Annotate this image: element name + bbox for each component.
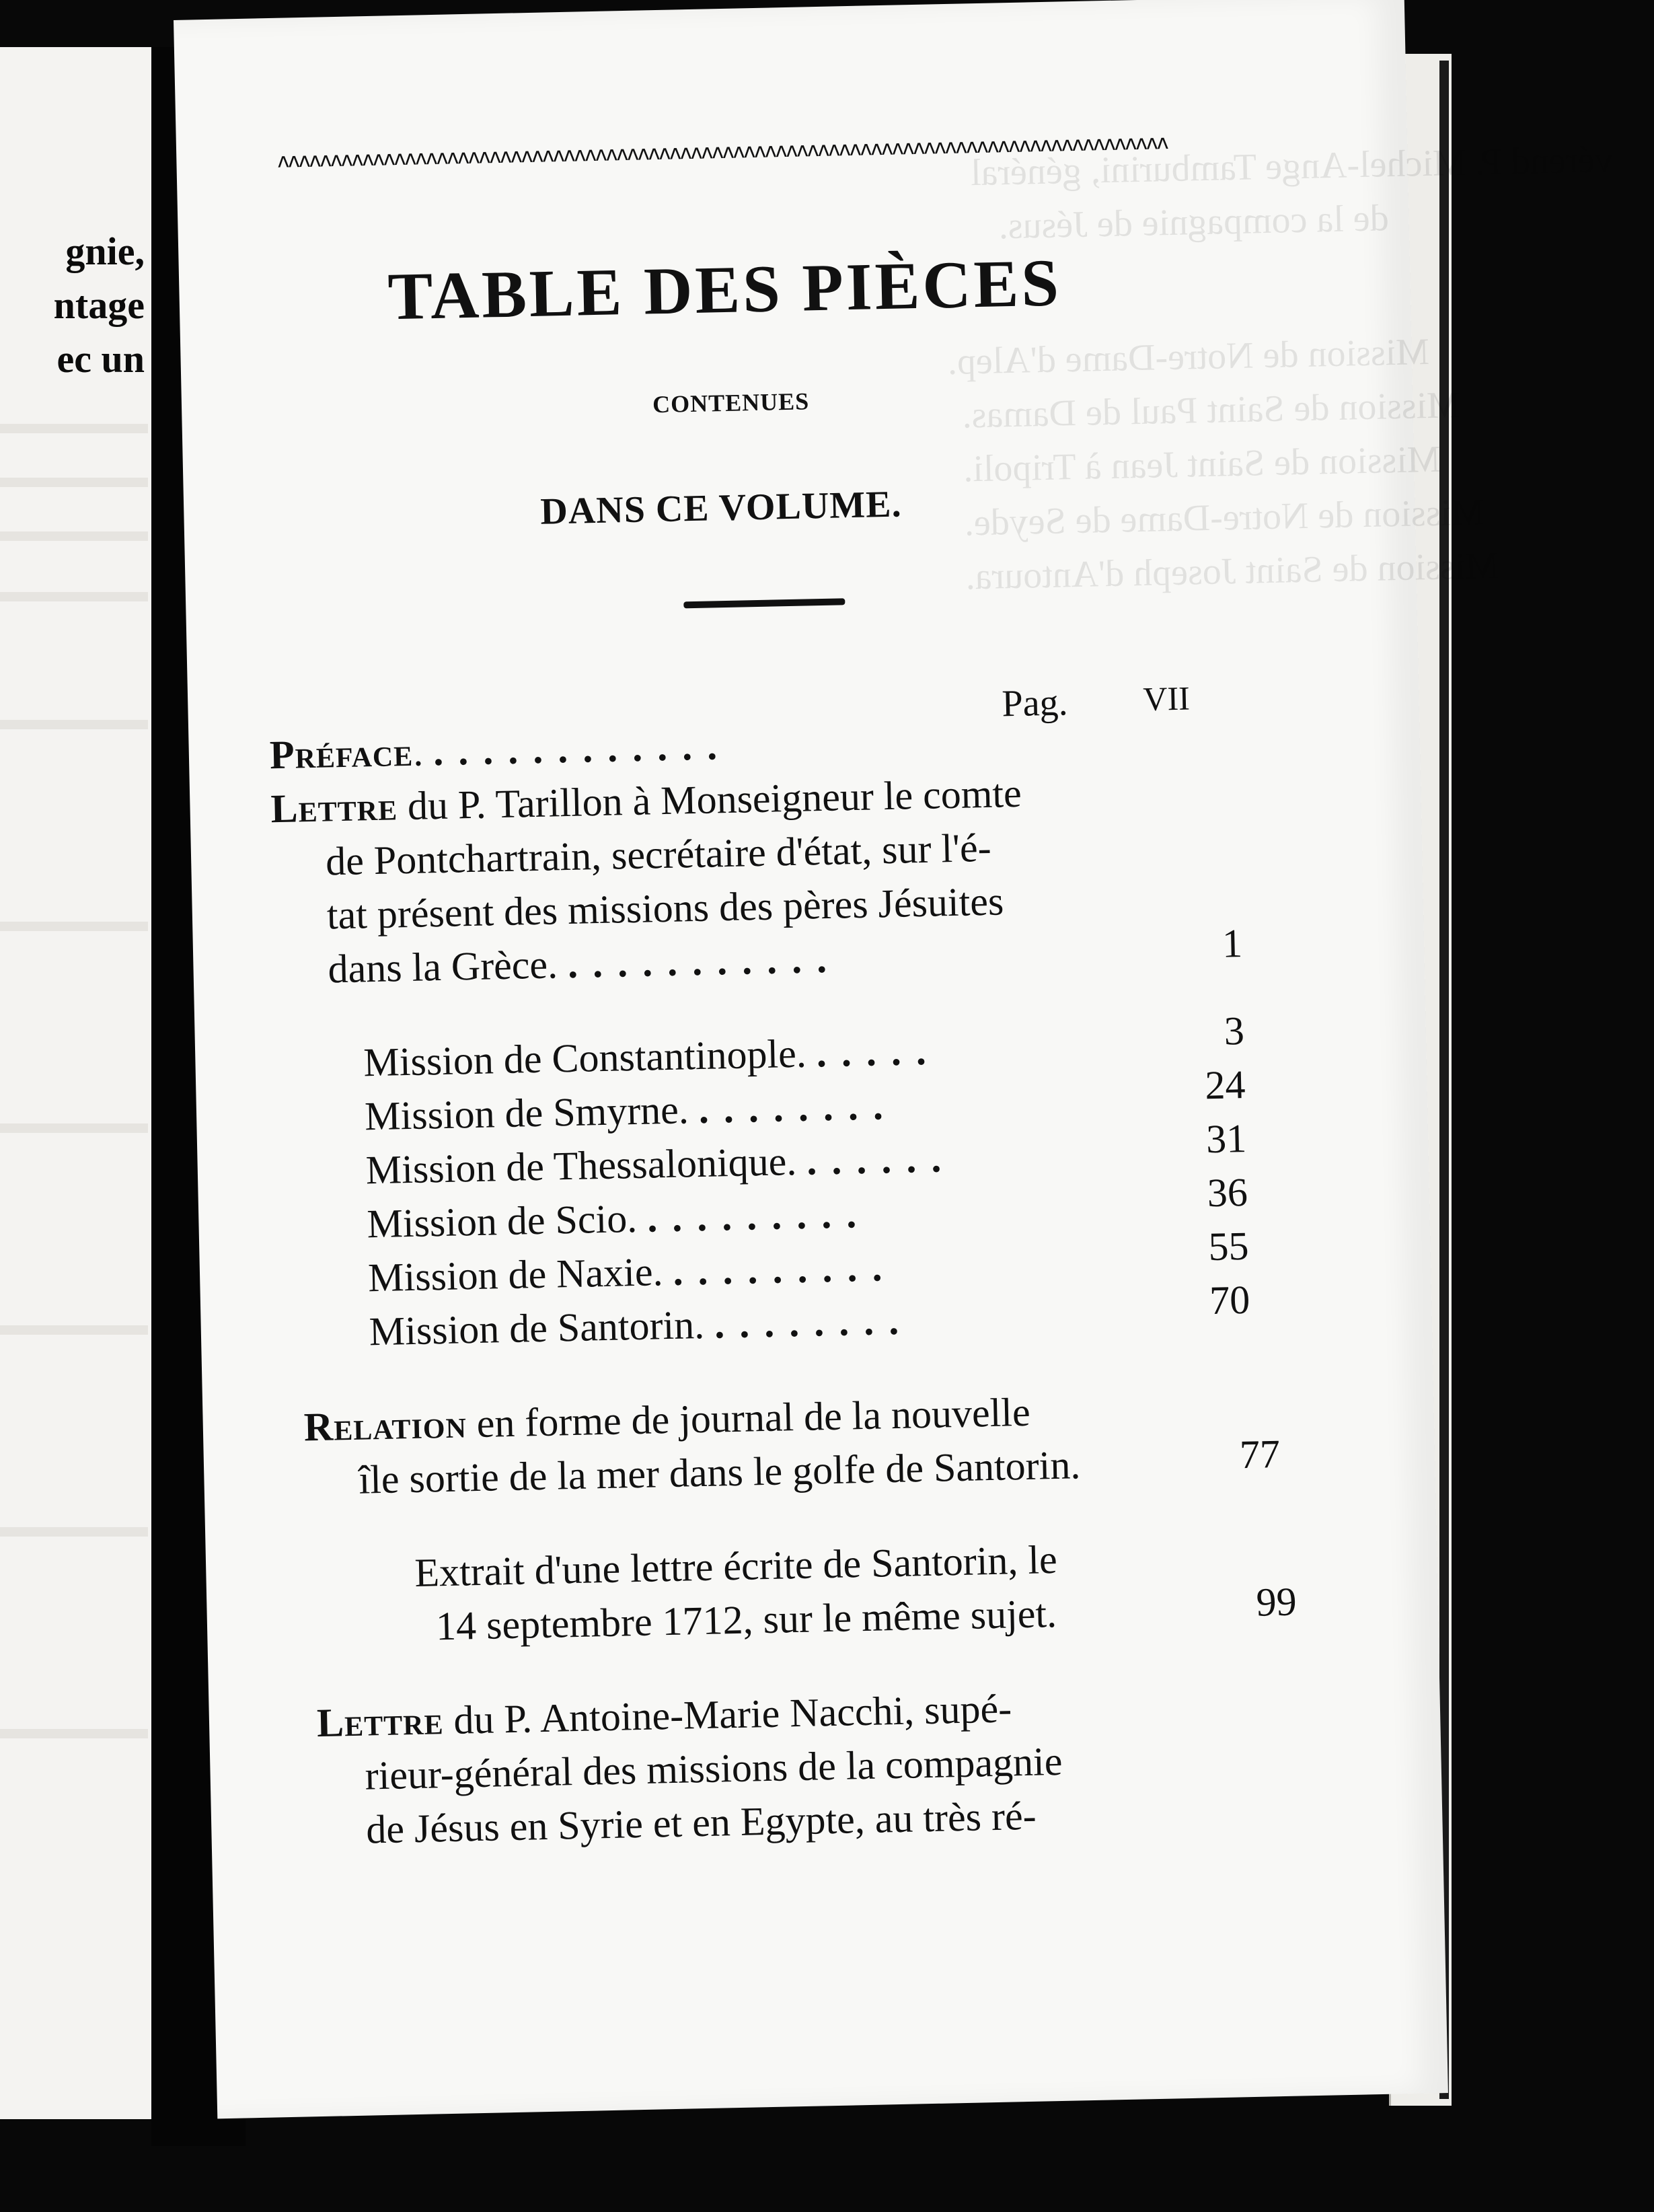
page-title: TABLE DES PIÈCES — [387, 245, 1062, 334]
left-page-fragment: ntage — [53, 283, 145, 327]
toc-entry-continuation: tat présent des missions des pères Jésuites — [326, 879, 1004, 938]
table-of-contents-page — [174, 0, 1614, 2118]
entry-text: Mission de Naxie. — [367, 1249, 664, 1300]
leader-dots: ......... — [672, 1244, 898, 1294]
toc-entry — [367, 1190, 872, 1248]
entry-text: dans la Grèce. — [327, 942, 558, 992]
toc-entry — [369, 1296, 914, 1355]
toc-entry-continuation: île sortie de la mer dans le golfe de Santorin. — [358, 1442, 1081, 1502]
page-subtitle: CONTENUES — [652, 388, 810, 418]
bleed-through-text: Mission de Saint Jean à Tripoli. — [963, 438, 1441, 490]
bleed-through-text: vérend P. Michel-Ange Tamburini, général — [970, 139, 1614, 194]
bleed-line — [0, 478, 148, 487]
bleed-line — [0, 922, 148, 931]
bleed-line — [0, 720, 148, 729]
page-number: 36 — [1207, 1169, 1248, 1216]
heading-rule — [683, 598, 845, 608]
toc-entry — [303, 1389, 1030, 1451]
page-number: 3 — [1224, 1008, 1245, 1054]
toc-entry-continuation: 14 septembre 1712, sur le même sujet. — [435, 1591, 1057, 1649]
page-number: 99 — [1255, 1579, 1298, 1625]
page-number: 55 — [1207, 1223, 1250, 1269]
leader-dots: ..... — [816, 1028, 942, 1076]
page-column-label: Pag. — [1001, 681, 1069, 725]
volume-heading: DANS CE VOLUME. — [539, 483, 903, 533]
toc-entry — [364, 1082, 898, 1140]
bleed-through-text: Mission de Saint Paul de Damas. — [961, 384, 1461, 437]
left-page-fragment: gnie, — [65, 229, 145, 273]
page-number: 24 — [1204, 1062, 1246, 1108]
page-number: 31 — [1205, 1115, 1247, 1162]
decorative-border: ʌʌʌʌʌʌʌʌʌʌʌʌʌʌʌʌʌʌʌʌʌʌʌʌʌʌʌʌʌʌʌʌʌʌʌʌʌʌʌʌʌʌʌʌʌʌʌʌʌʌʌʌʌʌʌʌʌʌʌʌʌʌʌʌʌʌʌʌʌʌʌʌʌʌʌʌʌʌʌʌʌʌʌʌ — [277, 131, 1168, 173]
bleed-line — [0, 592, 148, 601]
bleed-line — [0, 531, 148, 541]
toc-entry — [316, 1685, 1012, 1746]
entry-text: Mission de Constantinople. — [363, 1031, 807, 1085]
entry-text: Mission de Smyrne. — [364, 1087, 689, 1139]
leader-dots: ........... — [567, 936, 842, 987]
toc-entry — [269, 722, 732, 778]
entry-text: Mission de Santorin. — [369, 1302, 705, 1354]
page-number: 70 — [1209, 1277, 1250, 1323]
toc-entry — [367, 1243, 897, 1301]
entry-text: en forme de journal de la nouvelle — [466, 1389, 1031, 1446]
toc-entry — [270, 770, 1022, 832]
bleed-line — [0, 1729, 148, 1738]
toc-entry — [363, 1027, 942, 1086]
left-facing-page — [0, 47, 151, 2119]
entry-lead: Relation — [303, 1401, 467, 1450]
entry-text: du P. Antoine-Marie Nacchi, supé- — [443, 1686, 1012, 1743]
page-number: 1 — [1221, 921, 1243, 966]
entry-text: du P. Tarillon à Monseigneur le comte — [397, 770, 1022, 829]
bleed-line — [0, 1325, 148, 1335]
leader-dots: ......... — [646, 1191, 872, 1241]
entry-text: . — [412, 729, 424, 774]
leader-dots: ............ — [433, 723, 732, 774]
toc-entry-continuation — [328, 935, 842, 993]
toc-entry-continuation: de Jésus en Syrie et en Egypte, au très ré- — [365, 1793, 1037, 1852]
entry-lead: Lettre — [316, 1698, 445, 1746]
bleed-through-text: Mission de Saint Joseph d'Antoura. — [965, 544, 1499, 598]
bleed-through-text: de la compagnie de Jésus. — [998, 197, 1390, 248]
left-page-fragment: ec un — [57, 337, 145, 381]
entry-lead: Préface — [269, 729, 414, 778]
entry-lead: Lettre — [270, 784, 398, 832]
page-column-number: VII — [1142, 679, 1191, 718]
bleed-line — [0, 424, 148, 433]
leader-dots: ........ — [714, 1298, 914, 1347]
entry-text: Mission de Scio. — [366, 1195, 638, 1247]
bleed-line — [0, 1123, 148, 1133]
toc-entry-continuation: rieur-général des missions de la compagnie — [365, 1738, 1063, 1798]
leader-dots: ...... — [806, 1136, 956, 1183]
toc-entry: Extrait d'une lettre écrite de Santorin, le — [414, 1537, 1058, 1595]
bleed-through-text: Mission de Notre-Dame d'Alep. — [947, 331, 1430, 383]
bleed-line — [0, 1527, 148, 1537]
entry-text: Mission de Thessalonique. — [365, 1138, 797, 1193]
toc-entry-continuation: de Pontchartrain, secrétaire d'état, sur l'é- — [325, 825, 992, 884]
toc-entry — [365, 1134, 956, 1193]
bleed-through-text: Mission de Notre-Dame de Seyde. — [964, 491, 1485, 544]
page-number: 77 — [1239, 1432, 1281, 1477]
leader-dots: ........ — [698, 1082, 899, 1132]
